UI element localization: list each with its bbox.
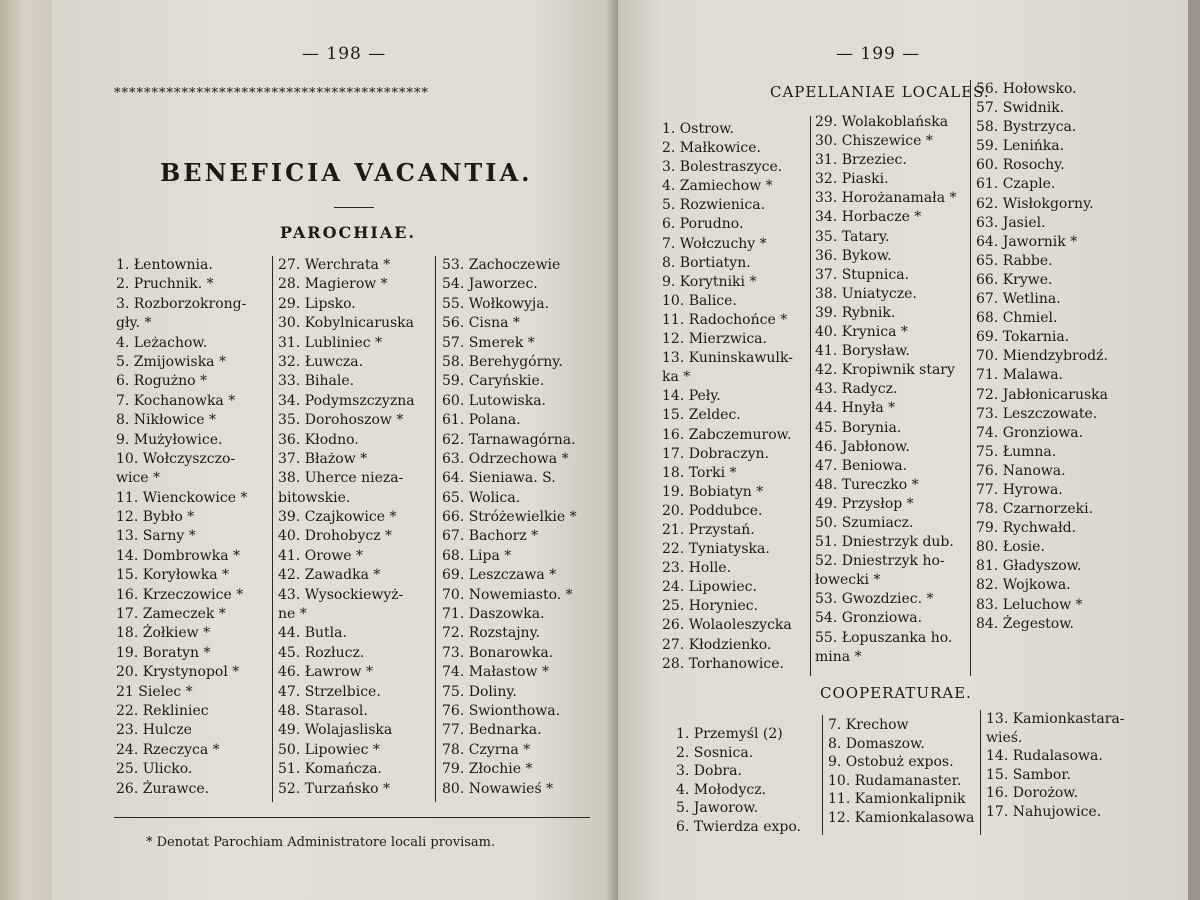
- list-entry: 71. Daszowka.: [442, 606, 545, 623]
- list-entry: 31. Lubliniec *: [278, 334, 383, 351]
- list-entry: 72. Jabłonicaruska: [976, 386, 1109, 403]
- list-entry: 46. Ławrow *: [278, 664, 373, 681]
- list-entry: 32. Łuwcza.: [278, 353, 364, 370]
- list-entry: mina *: [815, 648, 862, 665]
- list-entry: 53. Zachoczewie: [442, 257, 561, 273]
- list-entry: 73. Leszczowate.: [976, 405, 1098, 422]
- list-entry: 20. Krystynopol *: [116, 664, 240, 681]
- list-entry: 34. Horbacze *: [815, 209, 922, 226]
- list-entry: 75. Łumna.: [976, 443, 1057, 460]
- list-entry: ka *: [662, 369, 691, 386]
- list-entry: 58. Bystrzyca.: [976, 119, 1077, 136]
- list-entry: 43. Wysockiewyż-: [278, 586, 404, 603]
- column-divider: [980, 710, 981, 835]
- list-entry: 4. Mołodycz.: [676, 781, 767, 798]
- list-entry: 43. Radycz.: [815, 381, 898, 398]
- list-entry: 74. Gronziowa.: [976, 424, 1084, 441]
- list-entry: 9. Ostobuż expos.: [828, 754, 954, 770]
- list-entry: 32. Piaski.: [815, 171, 889, 188]
- parochiae-column-3: [442, 256, 577, 799]
- list-entry: 30. Chiszewice *: [815, 133, 933, 150]
- list-entry: 54. Jaworzec.: [442, 276, 538, 293]
- list-entry: wieś.: [986, 729, 1023, 746]
- list-entry: 63. Odrzechowa *: [442, 450, 569, 467]
- list-entry: 8. Bortiatyn.: [662, 254, 751, 271]
- list-entry: 4. Leżachow.: [116, 334, 208, 351]
- list-entry: 25. Horyniec.: [662, 598, 759, 615]
- list-entry: 34. Podymszczyzna: [278, 392, 415, 409]
- list-entry: 24. Lipowiec.: [662, 579, 757, 596]
- list-entry: 14. Rudalasowa.: [986, 748, 1103, 764]
- list-entry: 79. Rychwałd.: [976, 520, 1077, 537]
- list-entry: 83. Leluchow *: [976, 596, 1083, 613]
- list-entry: 65. Wolica.: [442, 489, 521, 506]
- list-entry: 35. Dorohoszow *: [278, 412, 404, 429]
- list-entry: 33. Horożanamała *: [815, 190, 957, 207]
- list-entry: 10. Rudamanaster.: [828, 772, 962, 789]
- list-entry: 2. Małkowice.: [662, 140, 761, 157]
- list-entry: 2. Sosnica.: [676, 744, 754, 761]
- list-entry: 61. Polana.: [442, 412, 521, 429]
- list-entry: 66. Stróżewielkie *: [442, 509, 577, 526]
- list-entry: 9. Korytniki *: [662, 273, 757, 290]
- list-entry: 8. Nikłowice *: [116, 412, 217, 429]
- right-page: [618, 0, 1188, 900]
- list-entry: 6. Porudno.: [662, 216, 744, 233]
- list-entry: 70. Miendzybrodź.: [976, 348, 1108, 365]
- list-entry: 10. Balice.: [662, 292, 737, 309]
- list-entry: 69. Leszczawa *: [442, 567, 557, 584]
- list-entry: 57. Swidnik.: [976, 100, 1065, 117]
- capellaniae-column-2: [815, 113, 957, 667]
- list-entry: 60. Rosochy.: [976, 157, 1065, 174]
- list-entry: 5. Zmijowiska *: [116, 353, 226, 370]
- list-entry: 48. Tureczko *: [815, 476, 919, 493]
- list-entry: 18. Torki *: [662, 464, 737, 481]
- list-entry: 81. Gładyszow.: [976, 558, 1082, 575]
- section-heading-parochiae: PAROCHIAE.: [280, 223, 417, 242]
- list-entry: 36. Kłodno.: [278, 431, 359, 448]
- cooperaturae-column-3: [986, 710, 1124, 821]
- list-entry: 76. Swionthowa.: [442, 702, 561, 719]
- left-page: [52, 0, 618, 900]
- list-entry: 10. Wołczyszczo-: [116, 450, 236, 467]
- title-rule: [334, 207, 374, 208]
- list-entry: ne *: [278, 606, 307, 623]
- list-entry: 55. Łopuszanka ho.: [815, 629, 953, 646]
- list-entry: 1. Ostrow.: [662, 121, 734, 137]
- list-entry: 73. Bonarowka.: [442, 644, 554, 661]
- list-entry: 37. Stupnica.: [815, 266, 910, 283]
- list-entry: 11. Wienckowice *: [116, 489, 248, 506]
- list-entry: 41. Orowe *: [278, 547, 364, 564]
- list-entry: 65. Rabbe.: [976, 252, 1053, 269]
- list-entry: 6. Rogużno *: [116, 373, 208, 390]
- list-entry: 26. Żurawce.: [116, 780, 210, 797]
- list-entry: bitowskie.: [278, 489, 351, 506]
- list-entry: 29. Wolakoblańska: [815, 114, 949, 130]
- list-entry: 33. Bihale.: [278, 373, 355, 390]
- list-entry: 82. Wojkowa.: [976, 577, 1071, 594]
- list-entry: 40. Krynica *: [815, 324, 908, 341]
- list-entry: 36. Bykow.: [815, 247, 892, 264]
- list-entry: 80. Nowawieś *: [442, 780, 554, 797]
- cooperaturae-column-2: [828, 716, 974, 827]
- list-entry: 22. Tyniatyska.: [662, 541, 770, 558]
- list-entry: 16. Zabczemurow.: [662, 426, 792, 443]
- list-entry: 20. Poddubce.: [662, 502, 763, 519]
- list-entry: 47. Strzelbice.: [278, 683, 381, 700]
- list-entry: 17. Dobraczyn.: [662, 445, 769, 462]
- list-entry: 15. Zeldec.: [662, 407, 741, 424]
- list-entry: 74. Małastow *: [442, 664, 549, 681]
- list-entry: 19. Boratyn *: [116, 644, 211, 661]
- list-entry: 35. Tatary.: [815, 228, 890, 245]
- list-entry: 12. Bybło *: [116, 509, 195, 526]
- list-entry: 23. Hulcze: [116, 722, 192, 739]
- list-entry: 41. Borysław.: [815, 343, 910, 360]
- list-entry: 50. Lipowiec *: [278, 741, 380, 758]
- list-entry: 3. Bolestraszyce.: [662, 159, 783, 176]
- list-entry: 59. Lenińka.: [976, 138, 1065, 155]
- book-edge-right: [1186, 0, 1200, 900]
- list-entry: 71. Malawa.: [976, 367, 1064, 384]
- list-entry: 40. Drohobycz *: [278, 528, 393, 545]
- list-entry: 5. Jaworow.: [676, 800, 759, 816]
- list-entry: 51. Komańcza.: [278, 761, 382, 778]
- list-entry: 60. Lutowiska.: [442, 392, 547, 409]
- list-entry: 72. Rozstajny.: [442, 625, 541, 642]
- list-entry: 76. Nanowa.: [976, 462, 1066, 479]
- parochiae-column-2: [278, 256, 415, 799]
- list-entry: 68. Lipa *: [442, 547, 512, 564]
- list-entry: 12. Mierzwica.: [662, 331, 767, 348]
- column-divider: [435, 256, 436, 802]
- list-entry: 45. Rozłucz.: [278, 644, 365, 661]
- list-entry: 46. Jabłonow.: [815, 438, 910, 455]
- list-entry: 28. Magierow *: [278, 276, 388, 293]
- list-entry: 19. Bobiatyn *: [662, 483, 764, 500]
- list-entry: 31. Brzeziec.: [815, 152, 907, 169]
- list-entry: 3. Dobra.: [676, 763, 742, 779]
- list-entry: 61. Czaple.: [976, 176, 1056, 193]
- list-entry: 6. Twierdza expo.: [676, 818, 801, 835]
- list-entry: wice *: [116, 470, 161, 487]
- ornament-stars: ******************************************: [114, 86, 429, 101]
- list-entry: 63. Jasiel.: [976, 214, 1046, 231]
- list-entry: 64. Sieniawa. S.: [442, 470, 556, 487]
- list-entry: 56. Hołowsko.: [976, 81, 1077, 97]
- list-entry: 11. Kamionkalipnik: [828, 791, 966, 807]
- list-entry: 67. Wetlina.: [976, 291, 1061, 308]
- list-entry: 44. Butla.: [278, 625, 347, 642]
- list-entry: 17. Zameczek *: [116, 606, 226, 623]
- list-entry: 53. Gwozdziec. *: [815, 591, 934, 608]
- list-entry: 42. Zawadka *: [278, 567, 381, 584]
- list-entry: 11. Radochońce *: [662, 311, 788, 328]
- list-entry: 13. Kamionkastara-: [986, 711, 1125, 727]
- list-entry: 59. Caryńskie.: [442, 373, 545, 390]
- column-divider: [272, 256, 273, 802]
- list-entry: 16. Dorożow.: [986, 785, 1079, 801]
- list-entry: 26. Wolaoleszycka: [662, 617, 792, 634]
- list-entry: 56. Cisna *: [442, 315, 520, 332]
- list-entry: 57. Smerek *: [442, 334, 535, 351]
- column-divider: [970, 80, 971, 676]
- list-entry: 37. Błażow *: [278, 450, 368, 467]
- list-entry: 7. Krechow: [828, 717, 909, 733]
- list-entry: 75. Doliny.: [442, 683, 517, 700]
- parochiae-column-1: [116, 256, 247, 799]
- list-entry: 62. Tarnawagórna.: [442, 431, 576, 448]
- list-entry: 15. Koryłowka *: [116, 567, 230, 584]
- book-edge-left: [0, 0, 58, 900]
- list-entry: 5. Rozwienica.: [662, 197, 766, 214]
- list-entry: 14. Dombrowka *: [116, 547, 240, 564]
- capellaniae-column-1: [662, 120, 793, 674]
- column-divider: [822, 715, 823, 835]
- list-entry: 49. Przysłop *: [815, 495, 914, 512]
- list-entry: 66. Krywe.: [976, 271, 1053, 288]
- list-entry: 30. Kobylnicaruska: [278, 315, 414, 332]
- list-entry: 78. Czarnorzeki.: [976, 501, 1094, 518]
- list-entry: 22. Rekliniec: [116, 702, 209, 719]
- list-entry: gły. *: [116, 315, 152, 332]
- list-entry: 79. Złochie *: [442, 761, 533, 778]
- list-entry: 3. Rozborzokrong-: [116, 295, 247, 312]
- section-heading-capellaniae: CAPELLANIAE LOCALES.: [770, 83, 990, 101]
- list-entry: 48. Starasol.: [278, 702, 368, 719]
- list-entry: 42. Kropiwnik stary: [815, 362, 955, 379]
- list-entry: 70. Nowemiasto. *: [442, 586, 573, 603]
- list-entry: 38. Uniatycze.: [815, 285, 917, 302]
- list-entry: 8. Domaszow.: [828, 735, 925, 752]
- footnote: * Denotat Parochiam Administratore locali provisam.: [146, 835, 496, 850]
- list-entry: 14. Peły.: [662, 388, 721, 405]
- list-entry: 27. Werchrata *: [278, 257, 391, 273]
- list-entry: 39. Czajkowice *: [278, 509, 397, 526]
- list-entry: 52. Dniestrzyk ho-: [815, 553, 945, 570]
- list-entry: 52. Turzańsko *: [278, 780, 391, 797]
- list-entry: 15. Sambor.: [986, 766, 1071, 783]
- list-entry: 9. Mużyłowice.: [116, 431, 223, 448]
- list-entry: 4. Zamiechow *: [662, 178, 773, 195]
- capellaniae-column-3: [976, 80, 1108, 634]
- list-entry: 28. Torhanowice.: [662, 655, 784, 672]
- list-entry: 38. Uherce nieza-: [278, 470, 404, 487]
- list-entry: 21. Przystań.: [662, 521, 755, 538]
- list-entry: 27. Kłodzienko.: [662, 636, 772, 653]
- list-entry: 69. Tokarnia.: [976, 329, 1070, 346]
- list-entry: 78. Czyrna *: [442, 741, 531, 758]
- list-entry: 54. Gronziowa.: [815, 610, 923, 627]
- list-entry: 29. Lipsko.: [278, 295, 356, 312]
- list-entry: 49. Wolajasliska: [278, 722, 393, 739]
- list-entry: 7. Kochanowka *: [116, 392, 236, 409]
- footnote-rule: [114, 817, 590, 818]
- right-page-number: — 199 —: [836, 44, 921, 64]
- list-entry: 23. Holle.: [662, 560, 732, 577]
- list-entry: 16. Krzeczowice *: [116, 586, 244, 603]
- list-entry: łowecki *: [815, 572, 881, 589]
- list-entry: 64. Jawornik *: [976, 233, 1078, 250]
- list-entry: 1. Łentownia.: [116, 257, 213, 273]
- cooperaturae-column-1: [676, 725, 801, 836]
- list-entry: 62. Wisłokgorny.: [976, 195, 1094, 212]
- list-entry: 47. Beniowa.: [815, 457, 907, 474]
- column-divider: [810, 116, 811, 676]
- left-page-number: — 198 —: [302, 44, 387, 64]
- list-entry: 17. Nahujowice.: [986, 803, 1102, 820]
- list-entry: 13. Sarny *: [116, 528, 196, 545]
- list-entry: 77. Bednarka.: [442, 722, 542, 739]
- list-entry: 2. Pruchnik. *: [116, 276, 214, 293]
- list-entry: 68. Chmiel.: [976, 310, 1058, 327]
- list-entry: 7. Wołczuchy *: [662, 235, 767, 252]
- list-entry: 55. Wołkowyja.: [442, 295, 550, 312]
- list-entry: 12. Kamionkalasowa: [828, 809, 975, 826]
- section-heading-cooperaturae: COOPERATURAE.: [820, 684, 972, 702]
- list-entry: 24. Rzeczyca *: [116, 741, 220, 758]
- list-entry: 84. Żegestow.: [976, 615, 1074, 632]
- list-entry: 25. Ulicko.: [116, 761, 193, 778]
- list-entry: 1. Przemyśl (2): [676, 726, 783, 742]
- list-entry: 50. Szumiacz.: [815, 514, 914, 531]
- list-entry: 44. Hnyła *: [815, 400, 896, 417]
- list-entry: 39. Rybnik.: [815, 304, 896, 321]
- page-title: BENEFICIA VACANTIA.: [160, 158, 533, 187]
- list-entry: 21 Sielec *: [116, 683, 193, 700]
- list-entry: 58. Berehygórny.: [442, 353, 563, 370]
- list-entry: 45. Borynia.: [815, 419, 902, 436]
- list-entry: 80. Łosie.: [976, 539, 1045, 556]
- list-entry: 18. Żołkiew *: [116, 625, 211, 642]
- list-entry: 77. Hyrowa.: [976, 481, 1063, 498]
- list-entry: 51. Dniestrzyk dub.: [815, 534, 954, 551]
- list-entry: 67. Bachorz *: [442, 528, 539, 545]
- list-entry: 13. Kuninskawulk-: [662, 350, 793, 367]
